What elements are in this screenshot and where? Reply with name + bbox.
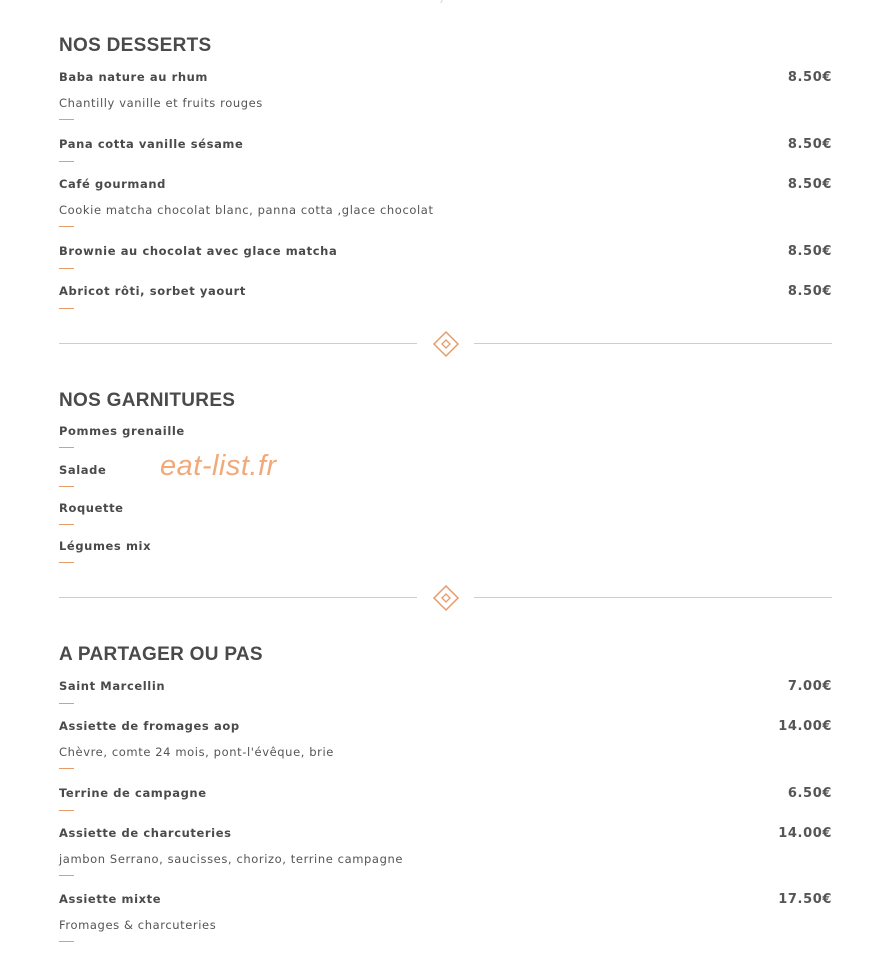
section-desserts xyxy=(59,33,832,299)
item-dash xyxy=(59,941,74,942)
menu-item xyxy=(59,826,832,876)
item-dash xyxy=(59,308,74,309)
item-dash xyxy=(59,875,74,876)
item-dash xyxy=(59,447,74,448)
item-dash xyxy=(59,703,74,704)
item-name: Abricot rôti, sorbet yaourt xyxy=(59,284,247,298)
item-name: Assiette de charcuteries xyxy=(59,826,232,840)
item-price: 17.50€ xyxy=(778,892,832,907)
item-name: Pana cotta vanille sésame xyxy=(59,137,244,151)
menu-item xyxy=(59,137,832,162)
item-name: Baba nature au rhum xyxy=(59,70,209,84)
item-name: Pommes grenaille xyxy=(59,424,185,438)
item-name: Saint Marcellin xyxy=(59,679,166,693)
item-name: Légumes mix xyxy=(59,539,152,553)
item-name: Assiette mixte xyxy=(59,892,162,906)
top-decoration xyxy=(440,0,449,3)
item-dash xyxy=(59,226,74,227)
item-dash xyxy=(59,768,74,769)
item-price: 14.00€ xyxy=(778,826,832,841)
divider-line-left xyxy=(59,343,417,344)
item-price: 8.50€ xyxy=(787,244,832,259)
section-divider xyxy=(59,583,832,613)
item-dash xyxy=(59,119,74,120)
item-price: 6.50€ xyxy=(787,786,832,801)
menu-item xyxy=(59,177,832,227)
item-description: Chantilly vanille et fruits rouges xyxy=(59,96,263,110)
menu-item xyxy=(59,719,832,769)
item-dash xyxy=(59,268,74,269)
menu-item xyxy=(59,424,832,448)
menu-item xyxy=(59,679,832,704)
section-a-partager xyxy=(59,642,832,932)
item-dash xyxy=(59,486,74,487)
item-price: 8.50€ xyxy=(787,177,832,192)
item-description: jambon Serrano, saucisses, chorizo, terrine campagne xyxy=(59,852,404,866)
item-description: Fromages & charcuteries xyxy=(59,918,217,932)
item-dash xyxy=(59,810,74,811)
item-price: 14.00€ xyxy=(778,719,832,734)
diamond-ornament-icon xyxy=(432,584,460,612)
menu-item xyxy=(59,786,832,811)
divider-line-left xyxy=(59,597,417,598)
menu-item xyxy=(59,539,832,563)
item-name: Assiette de fromages aop xyxy=(59,719,240,733)
item-description: Chèvre, comte 24 mois, pont-l'évêque, brie xyxy=(59,745,334,759)
item-name: Café gourmand xyxy=(59,177,166,191)
watermark-logo: eat-list.fr xyxy=(160,450,277,482)
section-title: NOS GARNITURES xyxy=(59,390,236,411)
item-dash xyxy=(59,562,74,563)
item-dash xyxy=(59,524,74,525)
menu-item xyxy=(59,70,832,120)
diamond-ornament-icon xyxy=(432,330,460,358)
section-divider xyxy=(59,329,832,359)
item-price: 8.50€ xyxy=(787,284,832,299)
item-price: 8.50€ xyxy=(787,137,832,152)
item-dash xyxy=(59,161,74,162)
menu-item xyxy=(59,284,832,309)
menu-item xyxy=(59,892,832,942)
item-name: Terrine de campagne xyxy=(59,786,207,800)
item-name: Roquette xyxy=(59,501,124,515)
item-name: Brownie au chocolat avec glace matcha xyxy=(59,244,338,258)
item-name: Salade xyxy=(59,463,107,477)
section-title: A PARTAGER OU PAS xyxy=(59,644,263,665)
menu-item xyxy=(59,244,832,269)
item-price: 7.00€ xyxy=(787,679,832,694)
item-price: 8.50€ xyxy=(787,70,832,85)
menu-item xyxy=(59,501,832,525)
item-description: Cookie matcha chocolat blanc, panna cotta ,glace chocolat xyxy=(59,203,434,217)
section-title: NOS DESSERTS xyxy=(59,35,212,56)
divider-line-right xyxy=(474,343,832,344)
divider-line-right xyxy=(474,597,832,598)
